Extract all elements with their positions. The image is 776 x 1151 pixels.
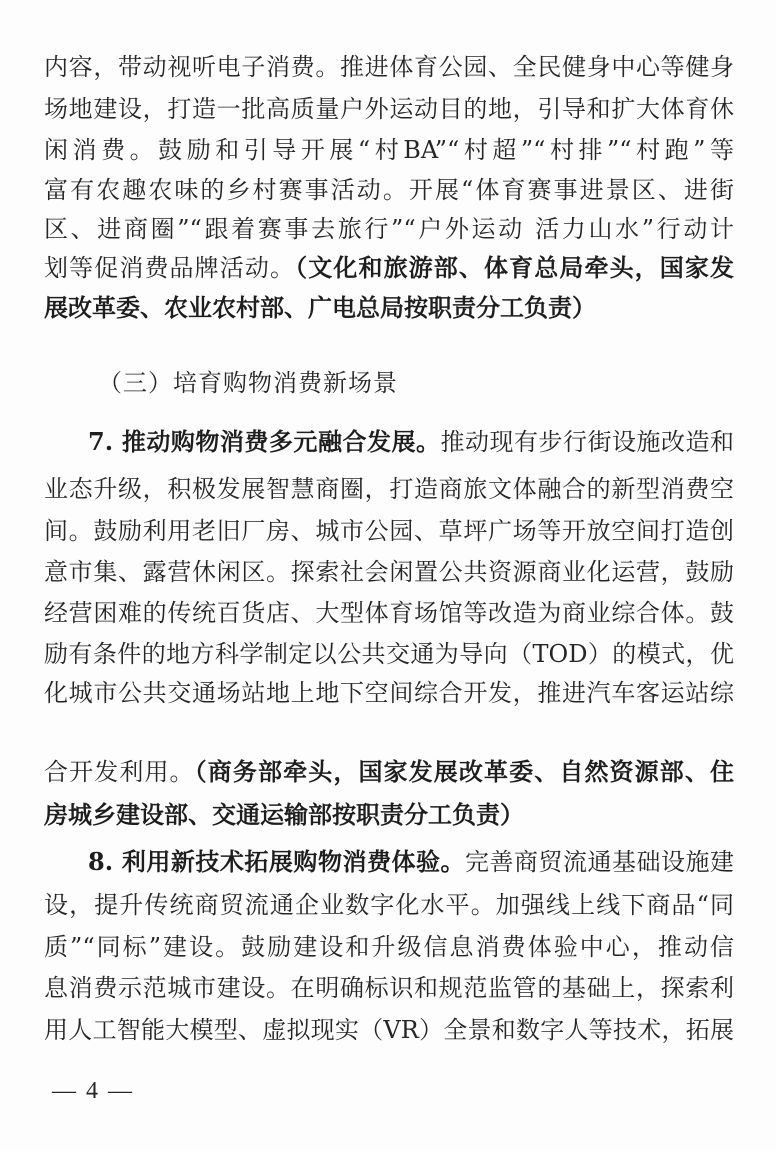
paragraph-line (44, 1010, 734, 1050)
paragraph-line (44, 288, 734, 328)
paragraph-line (44, 130, 734, 170)
paragraph-line (44, 752, 734, 792)
paragraph-line (44, 795, 734, 835)
responsible-departments: （商务部牵头，国家发展改革委、自然资源部、住 (194, 757, 735, 786)
line-text: 息消费示范城市建设。在明确标识和规范监管的基础上，探索利 (44, 974, 734, 1002)
responsible-departments: 房城乡建设部、交通运输部按职责分工负责） (44, 800, 524, 829)
line-text: 经营困难的传统百货店、大型体育场馆等改造为商业综合体。鼓 (44, 599, 734, 627)
paragraph-line (44, 634, 734, 674)
line-text: 场地建设，打造一批高质量户外运动目的地，引导和扩大体育休 (44, 95, 734, 123)
paragraph-line (44, 89, 734, 129)
line-text: 用人工智能大模型、虚拟现实（VR）全景和数字人等技术，拓展 (44, 1016, 734, 1044)
line-text: 励有条件的地方科学制定以公共交通为导向（TOD）的模式，优 (44, 640, 734, 668)
paragraph-line (44, 248, 734, 288)
paragraph-line (44, 593, 734, 633)
line-text: 设，提升传统商贸流通企业数字化水平。加强线上线下商品“同 (44, 891, 734, 919)
item-8-first-line (88, 842, 734, 882)
paragraph-line (44, 673, 734, 713)
responsible-departments: 展改革委、农业农村部、广电总局按职责分工负责） (44, 293, 596, 322)
section-heading: （三）培育购物消费新场景 (98, 369, 398, 397)
line-text: 闲消费。鼓励和引导开展“村BA”“村超”“村排”“村跑”等 (44, 136, 734, 164)
paragraph-line (44, 968, 734, 1008)
responsible-departments: （文化和旅游部、体育总局牵头，国家发 (295, 253, 735, 282)
line-text: 划等促消费品牌活动。 (44, 254, 296, 282)
paragraph-line (44, 511, 734, 551)
line-text: 质”“同标”建设。鼓励建设和升级信息消费体验中心，推动信 (44, 933, 734, 961)
item-8-title: 8. 利用新技术拓展购物消费体验。 (88, 847, 465, 876)
line-text: 合开发利用。 (44, 758, 195, 786)
paragraph-line (44, 552, 734, 592)
paragraph-line (44, 885, 734, 925)
paragraph-line (44, 927, 734, 967)
line-text: 区、进商圈”“跟着赛事去旅行”“户外运动 活力山水”行动计 (44, 215, 734, 243)
item-7-first-line (88, 422, 734, 462)
page-number: — 4 — (52, 1078, 134, 1104)
paragraph-line (44, 209, 734, 249)
item-7-title: 7. 推动购物消费多元融合发展。 (88, 427, 441, 456)
paragraph-line (44, 170, 734, 210)
line-text: 化城市公共交通场站地上地下空间综合开发，推进汽车客运站综 (44, 679, 734, 707)
line-text: 意市集、露营休闲区。探索社会闲置公共资源商业化运营，鼓励 (44, 558, 734, 586)
line-text: 富有农趣农味的乡村赛事活动。开展“体育赛事进景区、进街 (44, 176, 734, 204)
line-text: 推动现有步行街设施改造和 (440, 428, 734, 456)
line-text: 完善商贸流通基础设施建 (464, 848, 734, 876)
line-text: 业态升级，积极发展智慧商圈，打造商旅文体融合的新型消费空 (44, 475, 734, 503)
paragraph-line (44, 47, 734, 87)
paragraph-line (44, 469, 734, 509)
line-text: 间。鼓励利用老旧厂房、城市公园、草坪广场等开放空间打造创 (44, 517, 734, 545)
line-text: 内容，带动视听电子消费。推进体育公园、全民健身中心等健身 (44, 53, 734, 81)
